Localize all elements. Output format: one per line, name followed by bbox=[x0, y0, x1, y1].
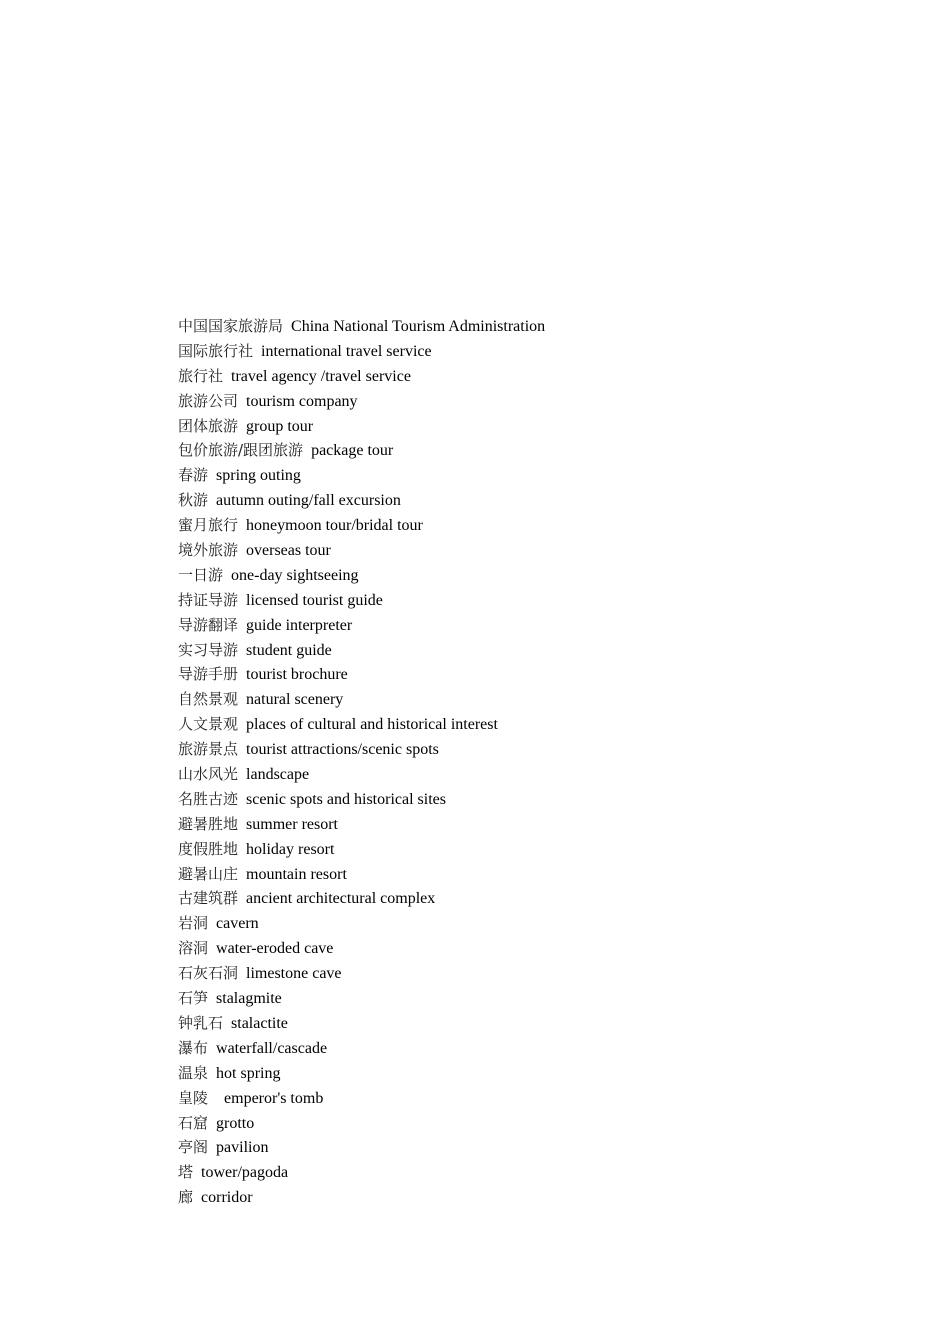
english-translation: scenic spots and historical sites bbox=[246, 790, 446, 808]
glossary-entry bbox=[178, 812, 878, 837]
chinese-term: 蜜月旅行 bbox=[178, 516, 239, 535]
chinese-term: 包价旅游/跟团旅游 bbox=[178, 441, 304, 460]
term-separator bbox=[208, 940, 216, 957]
chinese-term: 国际旅行社 bbox=[178, 341, 254, 360]
glossary-entry bbox=[178, 787, 878, 812]
term-separator bbox=[238, 890, 246, 907]
glossary-entry bbox=[178, 737, 878, 762]
chinese-term: 持证导游 bbox=[178, 590, 239, 609]
glossary-entry bbox=[178, 463, 878, 488]
term-separator bbox=[208, 1115, 216, 1132]
glossary-entry bbox=[178, 588, 878, 613]
glossary-entry bbox=[178, 638, 878, 663]
glossary-entry bbox=[178, 712, 878, 737]
term-separator bbox=[238, 592, 246, 609]
english-translation: natural scenery bbox=[246, 691, 344, 709]
term-separator bbox=[208, 915, 216, 932]
chinese-term: 境外旅游 bbox=[178, 541, 239, 560]
term-separator bbox=[193, 1189, 201, 1206]
english-translation: tower/pagoda bbox=[201, 1164, 289, 1182]
glossary-entry bbox=[178, 1011, 878, 1036]
glossary-entry bbox=[178, 314, 878, 339]
glossary-entry bbox=[178, 886, 878, 911]
term-separator bbox=[238, 542, 246, 559]
english-translation: emperor's tomb bbox=[224, 1089, 324, 1107]
chinese-term: 一日游 bbox=[178, 565, 224, 584]
term-separator bbox=[238, 393, 246, 410]
chinese-term: 秋游 bbox=[178, 491, 209, 510]
term-separator bbox=[238, 965, 246, 982]
english-translation: licensed tourist guide bbox=[246, 591, 383, 609]
chinese-term: 石窟 bbox=[178, 1113, 209, 1132]
chinese-term: 旅游公司 bbox=[178, 391, 239, 410]
chinese-term: 岩洞 bbox=[178, 914, 209, 933]
english-translation: guide interpreter bbox=[246, 616, 353, 634]
glossary-entry bbox=[178, 1111, 878, 1136]
glossary-entry bbox=[178, 911, 878, 936]
chinese-term: 实习导游 bbox=[178, 640, 239, 659]
term-separator bbox=[238, 666, 246, 683]
english-translation: hot spring bbox=[216, 1064, 281, 1082]
english-translation: tourism company bbox=[246, 392, 358, 410]
english-translation: tourist attractions/scenic spots bbox=[246, 741, 439, 759]
chinese-term: 人文景观 bbox=[178, 715, 239, 734]
chinese-term: 团体旅游 bbox=[178, 416, 239, 435]
glossary-entry bbox=[178, 1061, 878, 1086]
term-separator bbox=[238, 418, 246, 435]
chinese-term: 旅游景点 bbox=[178, 740, 239, 759]
glossary-entry bbox=[178, 986, 878, 1011]
chinese-term: 中国国家旅游局 bbox=[178, 317, 284, 335]
english-translation: waterfall/cascade bbox=[216, 1039, 328, 1057]
glossary-entry bbox=[178, 1086, 878, 1111]
glossary-entry bbox=[178, 513, 878, 538]
term-separator bbox=[223, 1015, 231, 1032]
term-separator bbox=[223, 368, 231, 385]
glossary-entry bbox=[178, 1135, 878, 1160]
glossary-entry bbox=[178, 389, 878, 414]
term-separator bbox=[238, 741, 246, 758]
chinese-term: 古建筑群 bbox=[178, 889, 239, 908]
chinese-term: 导游翻译 bbox=[178, 615, 239, 634]
glossary-entry bbox=[178, 936, 878, 961]
glossary-entry bbox=[178, 339, 878, 364]
glossary-entry bbox=[178, 563, 878, 588]
english-translation: corridor bbox=[201, 1189, 253, 1207]
english-translation: package tour bbox=[311, 442, 394, 460]
chinese-term: 温泉 bbox=[178, 1063, 209, 1082]
english-translation: travel agency /travel service bbox=[231, 367, 411, 385]
english-translation: autumn outing/fall excursion bbox=[216, 492, 401, 510]
chinese-term: 皇陵 bbox=[178, 1088, 209, 1107]
chinese-term: 瀑布 bbox=[178, 1038, 209, 1057]
english-translation: landscape bbox=[246, 766, 310, 784]
english-translation: honeymoon tour/bridal tour bbox=[246, 517, 423, 535]
term-separator bbox=[238, 816, 246, 833]
chinese-term: 导游手册 bbox=[178, 665, 239, 684]
chinese-term: 塔 bbox=[178, 1163, 194, 1182]
glossary-entry bbox=[178, 837, 878, 862]
term-separator bbox=[223, 567, 231, 584]
term-separator bbox=[238, 791, 246, 808]
english-translation: one-day sightseeing bbox=[231, 566, 359, 584]
glossary-entry bbox=[178, 364, 878, 389]
chinese-term: 钟乳石 bbox=[178, 1013, 224, 1032]
english-translation: mountain resort bbox=[246, 865, 347, 883]
chinese-term: 名胜古迹 bbox=[178, 789, 239, 808]
glossary-entry bbox=[178, 1036, 878, 1061]
english-translation: stalactite bbox=[231, 1014, 288, 1032]
chinese-term: 廊 bbox=[178, 1188, 194, 1207]
chinese-term: 山水风光 bbox=[178, 765, 239, 784]
term-separator bbox=[208, 990, 216, 1007]
english-translation: China National Tourism Administration bbox=[291, 318, 546, 335]
glossary-entry bbox=[178, 662, 878, 687]
term-separator bbox=[303, 442, 311, 459]
term-separator bbox=[238, 642, 246, 659]
glossary-entry bbox=[178, 961, 878, 986]
english-translation: limestone cave bbox=[246, 965, 342, 983]
term-separator bbox=[253, 343, 261, 360]
glossary-entry bbox=[178, 538, 878, 563]
english-translation: pavilion bbox=[216, 1139, 269, 1157]
term-separator bbox=[238, 866, 246, 883]
glossary-list bbox=[178, 314, 878, 1210]
term-separator bbox=[208, 1139, 216, 1156]
chinese-term: 避暑山庄 bbox=[178, 864, 239, 883]
term-separator bbox=[208, 467, 216, 484]
english-translation: group tour bbox=[246, 417, 314, 435]
glossary-entry bbox=[178, 438, 878, 463]
glossary-entry bbox=[178, 613, 878, 638]
chinese-term: 石笋 bbox=[178, 989, 209, 1008]
english-translation: places of cultural and historical interest bbox=[246, 716, 498, 734]
term-separator bbox=[283, 318, 291, 335]
chinese-term: 度假胜地 bbox=[178, 839, 239, 858]
english-translation: international travel service bbox=[261, 342, 432, 360]
glossary-entry bbox=[178, 414, 878, 439]
english-translation: cavern bbox=[216, 915, 259, 933]
chinese-term: 春游 bbox=[178, 466, 209, 485]
chinese-term: 溶洞 bbox=[178, 939, 209, 958]
glossary-entry bbox=[178, 862, 878, 887]
term-separator bbox=[238, 617, 246, 634]
english-translation: ancient architectural complex bbox=[246, 890, 436, 908]
term-separator bbox=[238, 517, 246, 534]
chinese-term: 石灰石洞 bbox=[178, 964, 239, 983]
glossary-entry bbox=[178, 762, 878, 787]
english-translation: tourist brochure bbox=[246, 666, 348, 684]
term-separator bbox=[208, 1040, 216, 1057]
english-translation: stalagmite bbox=[216, 990, 282, 1008]
term-separator bbox=[238, 766, 246, 783]
term-separator bbox=[208, 492, 216, 509]
term-separator bbox=[238, 691, 246, 708]
english-translation: overseas tour bbox=[246, 542, 331, 560]
glossary-entry bbox=[178, 1160, 878, 1185]
glossary-entry bbox=[178, 488, 878, 513]
term-separator bbox=[193, 1164, 201, 1181]
term-separator bbox=[238, 841, 246, 858]
term-separator bbox=[238, 716, 246, 733]
term-separator bbox=[208, 1090, 224, 1107]
chinese-term: 旅行社 bbox=[178, 366, 224, 385]
chinese-term: 避暑胜地 bbox=[178, 814, 239, 833]
english-translation: summer resort bbox=[246, 815, 338, 833]
chinese-term: 自然景观 bbox=[178, 690, 239, 709]
chinese-term: 亭阁 bbox=[178, 1138, 209, 1157]
glossary-entry bbox=[178, 1185, 878, 1210]
glossary-entry bbox=[178, 687, 878, 712]
english-translation: spring outing bbox=[216, 467, 301, 485]
english-translation: student guide bbox=[246, 641, 332, 659]
english-translation: water-eroded cave bbox=[216, 940, 334, 958]
english-translation: holiday resort bbox=[246, 840, 335, 858]
term-separator bbox=[208, 1065, 216, 1082]
english-translation: grotto bbox=[216, 1114, 255, 1132]
